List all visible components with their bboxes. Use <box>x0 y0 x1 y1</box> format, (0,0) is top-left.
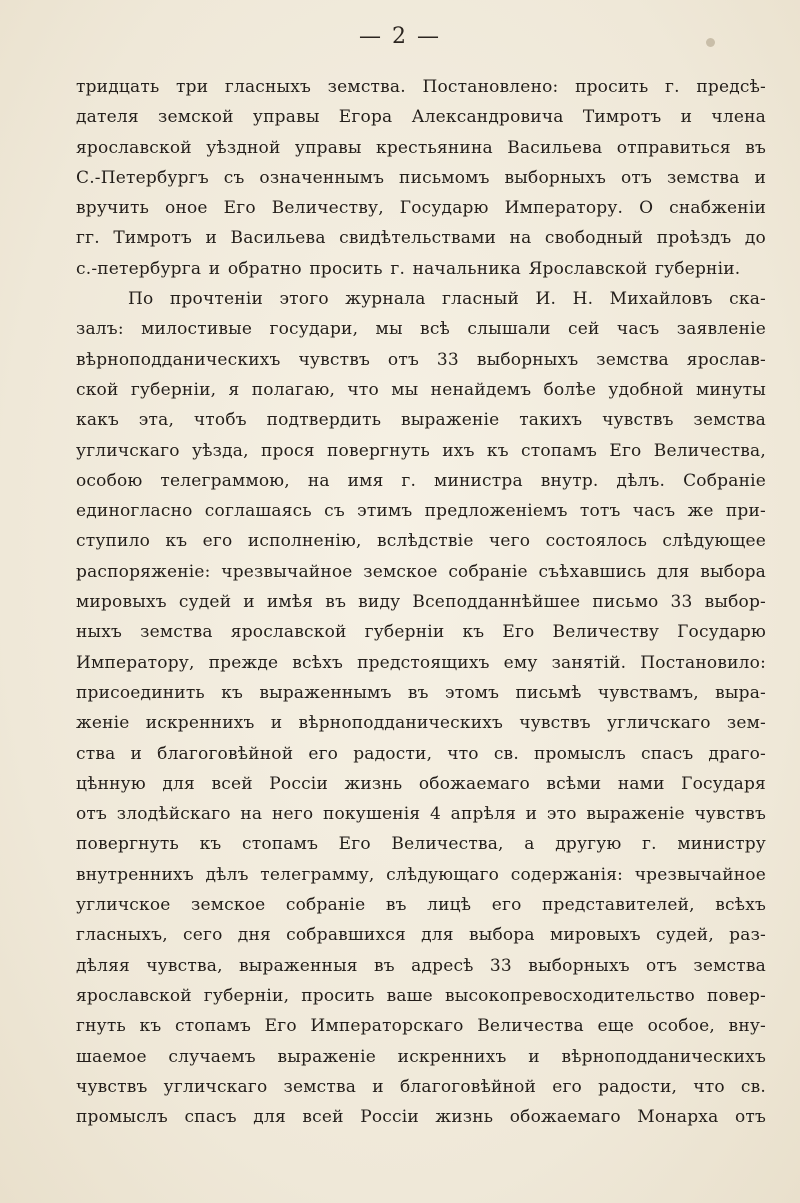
text-line: какъ эта, чтобъ подтвердить выраженіе такихъ чувствъ земства <box>76 410 766 431</box>
text-line: ской губерніи, я полагаю, что мы ненайдемъ болѣе удобной минуты <box>76 379 766 400</box>
text-line: гласныхъ, сего дня собравшихся для выбора мировыхъ судей, раз- <box>76 925 766 946</box>
text-line: С.-Петербургъ съ означеннымъ письмомъ выборныхъ отъ земства и <box>76 167 766 188</box>
text-line: ныхъ земства ярославской губерніи къ Его Величеству Государю <box>76 622 766 643</box>
paragraph-start-line: По прочтеніи этого журнала гласный И. Н. Михайловъ ска- <box>128 289 766 310</box>
text-line: чувствъ угличскаго земства и благоговѣйной его радости, что св. <box>76 1076 766 1097</box>
text-line: внутреннихъ дѣлъ телеграмму, слѣдующаго содержанія: чрезвычайное <box>76 864 766 885</box>
text-line: присоединить къ выраженнымъ въ этомъ письмѣ чувствамъ, выра- <box>76 682 766 703</box>
text-line: гнуть къ стопамъ Его Императорскаго Величества еще особое, вну- <box>76 1016 766 1037</box>
page-number: — 2 — <box>359 24 441 49</box>
text-line: вручить оное Его Величеству, Государю Императору. О снабженіи <box>76 198 766 219</box>
text-line: мировыхъ судей и имѣя въ виду Всеподданнѣйшее письмо 33 выбор- <box>76 592 766 613</box>
body-text <box>76 72 766 1132</box>
text-line: дѣляя чувства, выраженныя въ адресѣ 33 выборныхъ отъ земства <box>76 955 766 976</box>
text-line: с.-петербурга и обратно просить г. начальника Ярославской губерніи. <box>76 258 741 279</box>
text-line: распоряженіе: чрезвычайное земское собраніе съѣхавшись для выбора <box>76 561 766 582</box>
text-line: вѣрноподданическихъ чувствъ отъ 33 выборныхъ земства ярослав- <box>76 349 766 370</box>
text-line: особою телеграммою, на имя г. министра внутр. дѣлъ. Собраніе <box>76 470 766 491</box>
text-line: отъ злодѣйскаго на него покушенія 4 апрѣля и это выраженіе чувствъ <box>76 804 766 825</box>
text-line: шаемое случаемъ выраженіе искреннихъ и вѣрноподданическихъ <box>76 1046 766 1067</box>
text-line: залъ: милостивые государи, мы всѣ слышали сей часъ заявленіе <box>76 319 766 340</box>
paper-stain <box>706 38 715 47</box>
text-line: ства и благоговѣйной его радости, что св. промыслъ спасъ драго- <box>76 743 766 764</box>
text-line: Императору, прежде всѣхъ предстоящихъ ему занятій. Постановило: <box>76 652 766 673</box>
text-line: единогласно соглашаясь съ этимъ предложеніемъ тотъ часъ же при- <box>76 501 766 522</box>
text-line: промыслъ спасъ для всей Россіи жизнь обожаемаго Монарха отъ <box>76 1107 766 1128</box>
text-line: цѣнную для всей Россіи жизнь обожаемаго всѣми нами Государя <box>76 773 766 794</box>
text-line: повергнуть къ стопамъ Его Величества, а другую г. министру <box>76 834 766 855</box>
text-line: ярославской губерніи, просить ваше высокопревосходительство повер- <box>76 985 766 1006</box>
text-line: ярославской уѣздной управы крестьянина Васильева отправиться въ <box>76 137 766 158</box>
text-line: угличскаго уѣзда, прося повергнуть ихъ къ стопамъ Его Величества, <box>76 440 766 461</box>
text-line: тридцать три гласныхъ земства. Постановлено: просить г. предсѣ- <box>76 77 766 97</box>
text-line: женіе искреннихъ и вѣрноподданическихъ чувствъ угличскаго зем- <box>76 713 766 734</box>
text-line: угличское земское собраніе въ лицѣ его представителей, всѣхъ <box>76 895 766 916</box>
text-line: гг. Тимротъ и Васильева свидѣтельствами на свободный проѣздъ до <box>76 228 766 249</box>
text-line: дателя земской управы Егора Александровича Тимротъ и члена <box>76 107 766 128</box>
text-line: ступило къ его исполненію, вслѣдствіе чего состоялось слѣдующее <box>76 531 766 552</box>
